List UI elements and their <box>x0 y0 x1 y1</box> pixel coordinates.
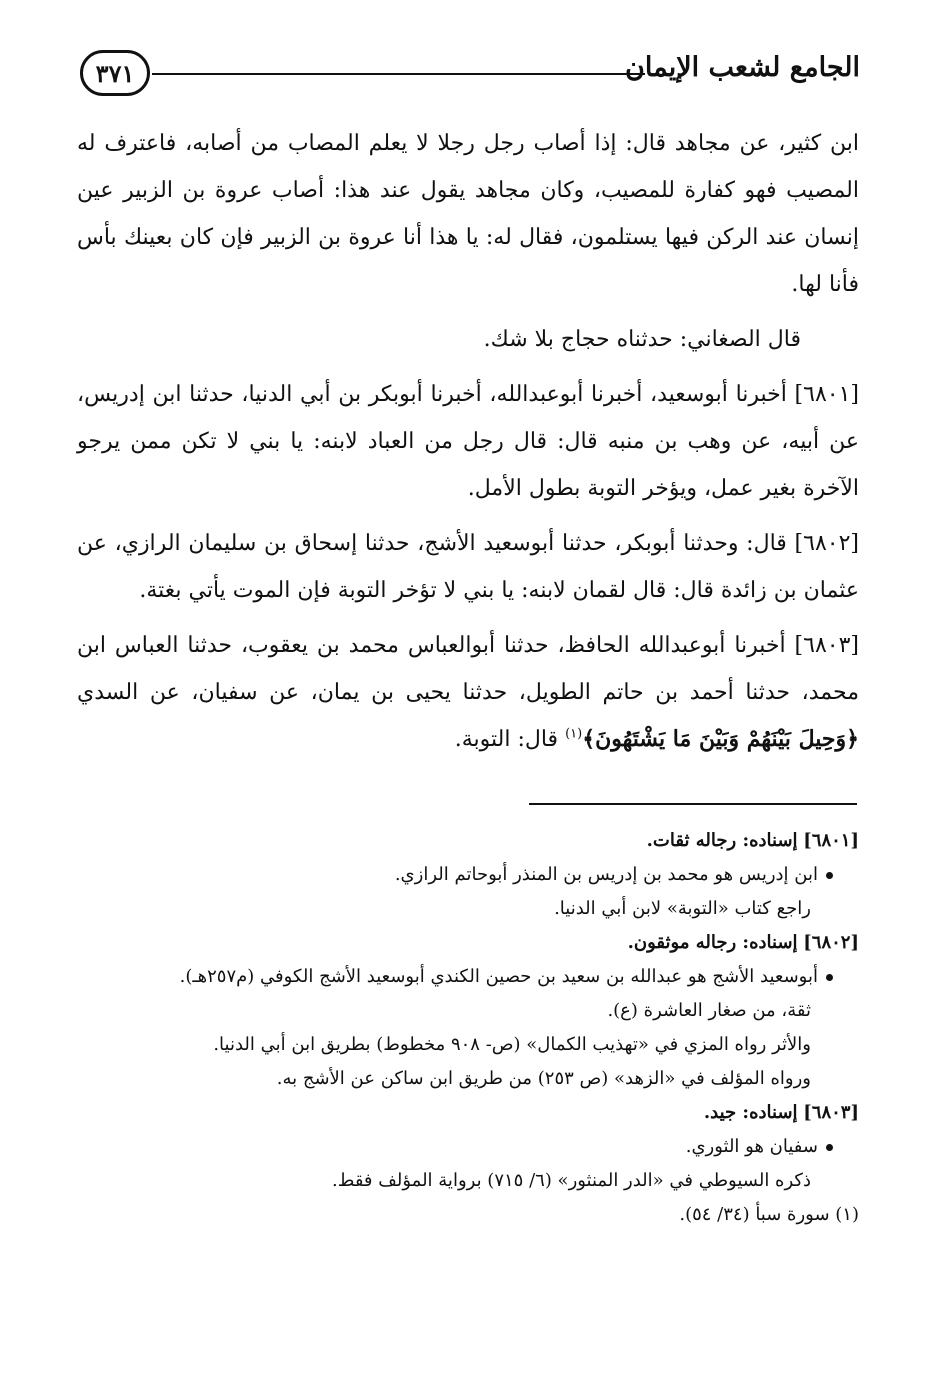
running-title: الجامع لشعب الإيمان <box>625 52 860 83</box>
footnote-number: [٦٨٠٣] <box>803 1102 859 1123</box>
footnote-title: إسناده: رجاله موثقون. <box>627 932 798 953</box>
footnote-text: ابن إدريس هو محمد بن إدريس بن المنذر أبوحاتم الرازي. <box>394 864 818 885</box>
footnote-6803-bullet <box>77 1130 859 1164</box>
footnote-6802-heading <box>77 926 859 960</box>
paragraph-continuation: ابن كثير، عن مجاهد قال: إذا أصاب رجل رجلا لا يعلم المصاب من أصابه، فاعترف له المصيب فهو كفارة للمصيب، وكان مجاهد يقول عند هذا: أصاب عروة بن الزبير عين إنسان عند الركن فيها يستلمون، فقال له: يا هذا أنا عروة بن الزبير فإن كان بعينك بأس فأنا لها. <box>77 131 859 297</box>
footnote-6802-line3: ورواه المؤلف في «الزهد» (ص ٢٥٣) من طريق ابن ساكن عن الأشج به. <box>276 1068 811 1089</box>
hadith-6803-text: [٦٨٠٣] أخبرنا أبوعبدالله الحافظ، حدثنا أبوالعباس محمد بن يعقوب، حدثنا العباس ابن محمد، حدثنا أحمد بن حاتم الطويل، حدثنا يحيى بن يمان، عن سفيان، عن السدي <box>77 633 859 705</box>
footnote-6801-bullet <box>77 858 859 892</box>
bullet-icon <box>826 1144 833 1151</box>
footnote-number: [٦٨٠١] <box>803 830 859 851</box>
footnote-title: إسناده: رجاله ثقات. <box>646 830 798 851</box>
footnote-number: [٦٨٠٢] <box>803 932 859 953</box>
header-rule <box>152 73 645 75</box>
hadith-6803-tail: قال: التوبة. <box>454 727 559 752</box>
footnote-6802-bullet <box>77 960 859 994</box>
footnote-6801-heading <box>77 824 859 858</box>
paragraph-hadith-6803 <box>77 622 859 763</box>
footnotes <box>77 824 859 1232</box>
bullet-icon <box>826 872 833 879</box>
quran-verse: ﴿وَحِيلَ بَيْنَهُمْ وَبَيْنَ مَا يَشْتَهُونَ﴾ <box>582 726 859 752</box>
bullet-icon <box>826 974 833 981</box>
footnote-text: أبوسعيد الأشج هو عبدالله بن سعيد بن حصين الكندي أبوسعيد الأشج الكوفي (م٢٥٧هـ). <box>179 966 818 987</box>
page-number: ٣٧١ <box>80 50 150 96</box>
footnote-quran-reference: (١) سورة سبأ (٣٤/ ٥٤). <box>679 1204 859 1225</box>
footnote-6802-sub: ثقة، من صغار العاشرة (ع). <box>607 1000 811 1021</box>
footnote-title: إسناده: جيد. <box>703 1102 798 1123</box>
footnote-6801-sub: راجع كتاب «التوبة» لابن أبي الدنيا. <box>554 898 811 919</box>
footnote-6803-heading <box>77 1096 859 1130</box>
footnote-6802-line2: والأثر رواه المزي في «تهذيب الكمال» (ص- ٩٠٨ مخطوط) بطريق ابن أبي الدنيا. <box>213 1034 811 1055</box>
footnote-6803-line2: ذكره السيوطي في «الدر المنثور» (٦/ ٧١٥) برواية المؤلف فقط. <box>332 1170 811 1191</box>
paragraph-saghani-note: قال الصغاني: حدثناه حجاج بلا شك. <box>483 327 801 352</box>
footnote-text: سفيان هو الثوري. <box>685 1136 818 1157</box>
paragraph-hadith-6802: [٦٨٠٢] قال: وحدثنا أبوبكر، حدثنا أبوسعيد الأشج، حدثنا إسحاق بن سليمان الرازي، عن عثمان بن زائدة قال: قال لقمان لابنه: يا بني لا تؤخر التوبة فإن الموت يأتي بغتة. <box>77 531 859 603</box>
paragraph-hadith-6801: [٦٨٠١] أخبرنا أبوسعيد، أخبرنا أبوعبدالله، أخبرنا أبوبكر بن أبي الدنيا، حدثنا ابن إدريس، عن أبيه، عن وهب بن منبه قال: قال رجل من العباد لابنه: يا بني لا تكن ممن يرجو الآخرة بغير عمل، ويؤخر التوبة بطول الأمل. <box>77 382 859 501</box>
page-header <box>80 44 860 104</box>
footnote-separator <box>529 803 857 805</box>
main-text <box>77 120 859 771</box>
footnote-reference-1: (١) <box>565 726 583 742</box>
